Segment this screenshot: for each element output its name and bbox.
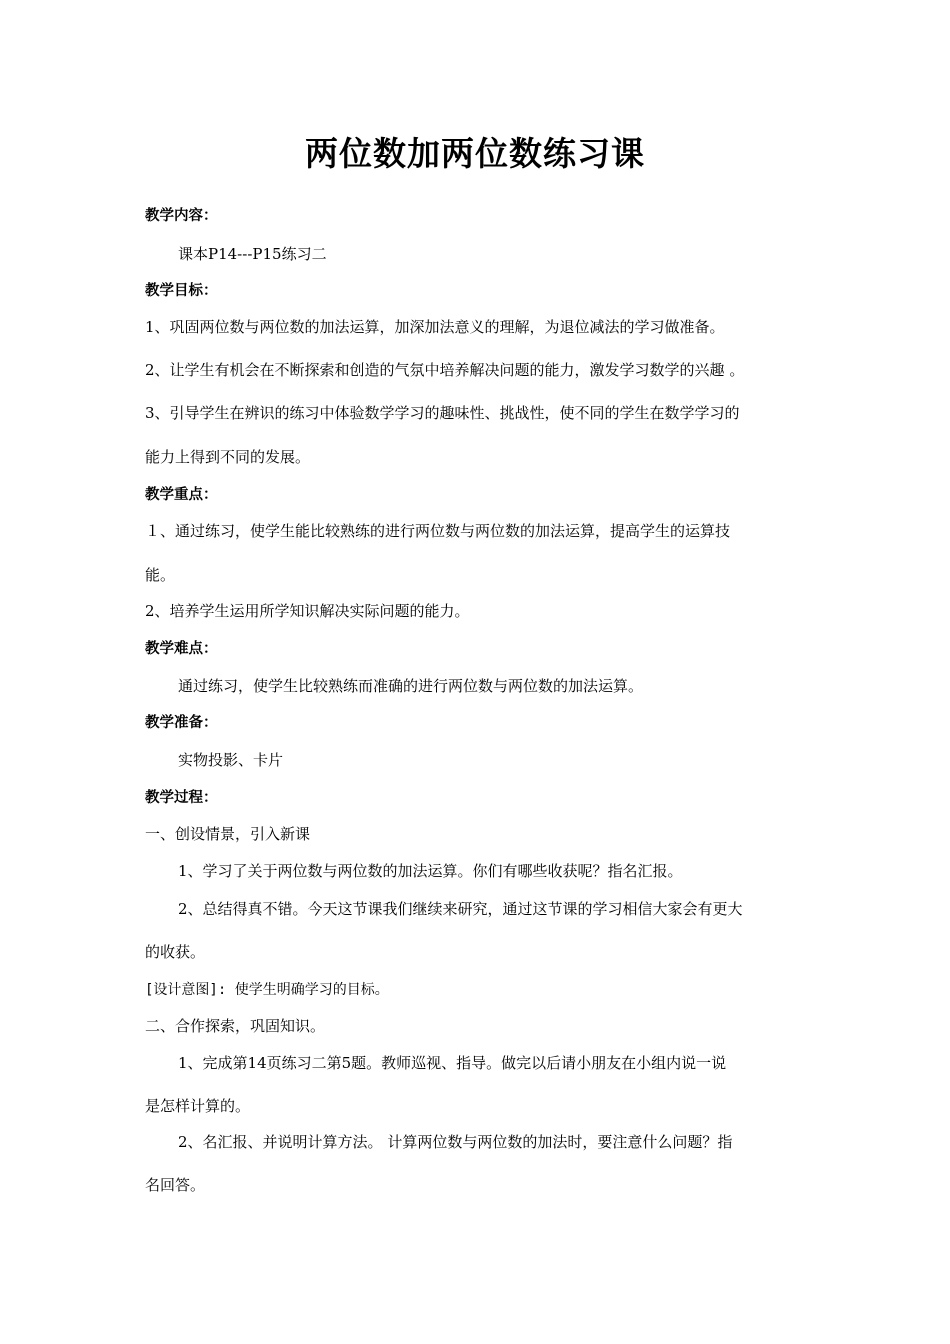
paragraph-line: 课本P14---P15练习二	[178, 245, 327, 263]
paragraph-line: 2、让学生有机会在不断探索和创造的气氛中培养解决问题的能力，激发学习数学的兴趣 。	[145, 361, 745, 379]
paragraph-line: 是怎样计算的。	[145, 1097, 251, 1115]
paragraph-line: 2、培养学生运用所学知识解决实际问题的能力。	[145, 602, 470, 620]
heading-teaching-process: 教学过程：	[145, 790, 218, 806]
paragraph-line: 3、引导学生在辨识的练习中体验数学学习的趣味性、挑战性，使不同的学生在数学学习的	[145, 404, 740, 422]
paragraph-line: 名回答。	[145, 1176, 206, 1194]
design-intent-note: [设计意图]: 使学生明确学习的目标。	[145, 982, 389, 998]
heading-key-points: 教学重点：	[145, 487, 218, 503]
paragraph-line: 1、完成第14页练习二第5题。教师巡视、指导。做完以后请小朋友在小组内说一说	[178, 1054, 727, 1072]
heading-teaching-content: 教学内容：	[145, 208, 218, 224]
paragraph-line: １、通过练习，使学生能比较熟练的进行两位数与两位数的加法运算，提高学生的运算技	[145, 522, 731, 540]
heading-teaching-goals: 教学目标：	[145, 283, 218, 299]
paragraph-line: 1、巩固两位数与两位数的加法运算，加深加法意义的理解，为退位减法的学习做准备。	[145, 318, 725, 336]
paragraph-line: 能力上得到不同的发展。	[145, 448, 311, 466]
paragraph-line: 一、创设情景，引入新课	[145, 825, 311, 843]
heading-preparation: 教学准备：	[145, 715, 218, 731]
paragraph-line: 二、合作探索，巩固知识。	[145, 1017, 326, 1035]
paragraph-line: 通过练习，使学生比较熟练而准确的进行两位数与两位数的加法运算。	[178, 677, 644, 695]
heading-difficult-points: 教学难点：	[145, 641, 218, 657]
paragraph-line: 实物投影、卡片	[178, 751, 284, 769]
paragraph-line: 2、总结得真不错。今天这节课我们继续来研究，通过这节课的学习相信大家会有更大	[178, 900, 743, 918]
document-title: 两位数加两位数练习课	[305, 134, 645, 173]
paragraph-line: 的收获。	[145, 943, 206, 961]
paragraph-line: 能。	[145, 566, 176, 584]
paragraph-line: 2、名汇报、并说明计算方法。 计算两位数与两位数的加法时，要注意什么问题？指	[178, 1133, 733, 1151]
paragraph-line: 1、学习了关于两位数与两位数的加法运算。你们有哪些收获呢？指名汇报。	[178, 862, 683, 880]
